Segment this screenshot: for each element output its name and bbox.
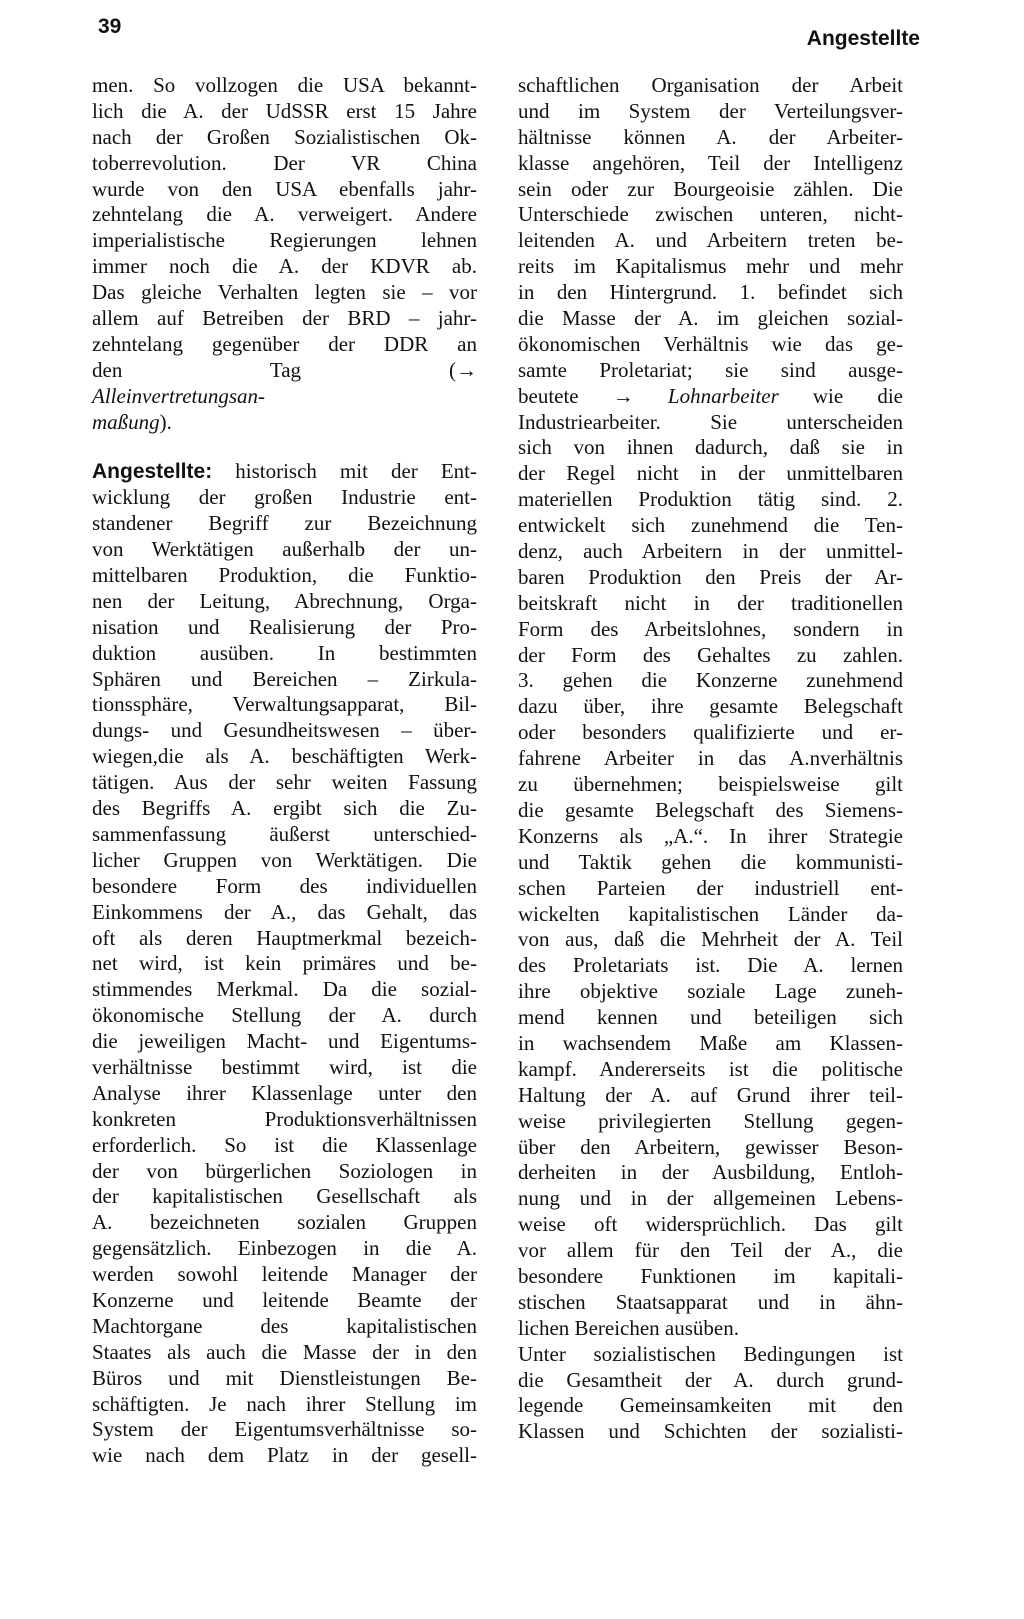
text-line: net wird, ist kein primäres und be- <box>92 951 477 976</box>
text-line: kampf. Andererseits ist die politische <box>518 1056 903 1081</box>
text-line: legende Gemeinsamkeiten mit den <box>518 1393 903 1418</box>
text-line: System der Eigentumsverhältnisse so- <box>92 1417 477 1442</box>
text-line: lichen Bereichen ausüben. <box>518 1315 739 1340</box>
text-line: hältnisse können A. der Arbeiter- <box>518 124 903 149</box>
text-line: immer noch die A. der KDVR ab. <box>92 254 477 279</box>
text-line <box>92 384 477 410</box>
text-line: Machtorgane des kapitalistischen <box>92 1313 477 1338</box>
text-line: werden sowohl leitende Manager der <box>92 1262 477 1287</box>
text-line: Analyse ihrer Klassenlage unter den <box>92 1080 477 1105</box>
text-line: entwickelt sich zunehmend die Ten- <box>518 513 903 538</box>
text-line: in wachsendem Maße am Klassen- <box>518 1030 903 1055</box>
text-line: reits im Kapitalismus mehr und mehr <box>518 254 903 279</box>
text-line: in den Hintergrund. 1. befindet sich <box>518 280 903 305</box>
text-line: die jeweiligen Macht- und Eigentums- <box>92 1029 477 1054</box>
text-line: des Begriffs A. ergibt sich die Zu- <box>92 796 477 821</box>
text-line: toberrevolution. Der VR China <box>92 150 477 175</box>
text-line: klasse angehören, Teil der Intelligenz <box>518 150 903 175</box>
text-line: den Tag (→ <box>92 357 477 382</box>
text-line: wie nach dem Platz in der gesell- <box>92 1443 477 1468</box>
text-line: nung und in der allgemeinen Lebens- <box>518 1186 903 1211</box>
text-line: schen Parteien der industriell ent- <box>518 875 903 900</box>
text-line: sein oder zur Bourgeoisie zählen. Die <box>518 176 903 201</box>
text-line: wiegen,die als A. beschäftigten Werk- <box>92 744 477 769</box>
cross-reference[interactable]: Lohnarbeiter <box>667 383 779 408</box>
text-line: samte Proletariat; sie sind ausge- <box>518 357 903 382</box>
text-line: sich von ihnen dadurch, daß sie in <box>518 435 903 460</box>
previous-entry-continuation <box>92 73 477 384</box>
text-line: Unterschiede zwischen unteren, nicht- <box>518 202 903 227</box>
text-line: men. So vollzogen die USA bekannt- <box>92 73 477 97</box>
entry-body-continued <box>518 73 903 384</box>
text-line <box>518 384 903 410</box>
text-fragment: wie die <box>812 383 903 408</box>
text-line: und im System der Verteilungsver- <box>518 98 903 123</box>
text-line: vor allem für den Teil der A., die <box>518 1238 903 1263</box>
text-line: Klassen und Schichten der sozialisti- <box>518 1419 903 1444</box>
text-line: die gesamte Belegschaft des Siemens- <box>518 797 903 822</box>
text-line: besondere Form des individuellen <box>92 873 477 898</box>
text-fragment: ). <box>159 409 172 434</box>
text-line: oft als deren Hauptmerkmal bezeich- <box>92 925 477 950</box>
text-line: sammenfassung äußerst unterschied- <box>92 821 477 846</box>
text-line: tionssphäre, Verwaltungsapparat, Bil- <box>92 692 477 717</box>
text-line: Unter sozialistischen Bedingungen ist <box>518 1341 903 1366</box>
left-column <box>92 73 477 1469</box>
text-line: des Proletariats ist. Die A. lernen <box>518 953 903 978</box>
text-line <box>92 410 477 436</box>
text-line: ökonomische Stellung der A. durch <box>92 1003 477 1028</box>
text-line: imperialistische Regierungen lehnen <box>92 228 477 253</box>
entry-headword: Angestellte: <box>92 460 213 484</box>
text-line: Haltung der A. auf Grund ihrer teil- <box>518 1082 903 1107</box>
cross-reference[interactable]: Alleinvertretungsan- <box>92 383 266 408</box>
text-line: verhältnisse bestimmt wird, ist die <box>92 1054 477 1079</box>
text-line: nach der Großen Sozialistischen Ok- <box>92 124 477 149</box>
text-line: schaftlichen Organisation der Arbeit <box>518 73 903 97</box>
entry-gap <box>92 435 477 459</box>
text-fragment: historisch mit der Ent- <box>212 459 477 484</box>
text-line: tätigen. Aus der sehr weiten Fassung <box>92 770 477 795</box>
text-line: leitenden A. und Arbeitern treten be- <box>518 228 903 253</box>
text-line: zehntelang gegenüber der DDR an <box>92 331 477 356</box>
text-line: nen der Leitung, Abrechnung, Orga- <box>92 588 477 613</box>
text-line: Sphären und Bereichen – Zirkula- <box>92 666 477 691</box>
text-line: Das gleiche Verhalten legten sie – vor <box>92 280 477 305</box>
text-line: Büros und mit Dienstleistungen Be- <box>92 1365 477 1390</box>
text-line: allem auf Betreiben der BRD – jahr- <box>92 306 477 331</box>
text-line: schäftigten. Je nach ihrer Stellung im <box>92 1391 477 1416</box>
text-line: erforderlich. So ist die Klassenlage <box>92 1132 477 1157</box>
text-line: Konzerns als „A.“. In ihrer Strategie <box>518 823 903 848</box>
text-line: konkreten Produktionsverhältnissen <box>92 1106 477 1131</box>
text-line: lich die A. der UdSSR erst 15 Jahre <box>92 98 477 123</box>
text-line: duktion ausüben. In bestimmten <box>92 640 477 665</box>
text-line: wicklung der großen Industrie ent- <box>92 485 477 510</box>
text-line: besondere Funktionen im kapitali- <box>518 1263 903 1288</box>
text-line: denz, auch Arbeitern in der unmittel- <box>518 539 903 564</box>
text-line: baren Produktion den Preis der Ar- <box>518 564 903 589</box>
text-line: derheiten in der Ausbildung, Entloh- <box>518 1160 903 1185</box>
text-line: Industriearbeiter. Sie unterscheiden <box>518 409 903 434</box>
text-line: die Gesamtheit der A. durch grund- <box>518 1367 903 1392</box>
dictionary-entry <box>92 459 477 1469</box>
text-fragment: beutete → <box>518 383 634 408</box>
text-line: stimmendes Merkmal. Da die sozial- <box>92 977 477 1002</box>
text-line: die Masse der A. im gleichen sozial- <box>518 306 903 331</box>
entry-first-line <box>92 459 477 485</box>
text-line: Form des Arbeitslohnes, sondern in <box>518 616 903 641</box>
entry-body-continued <box>518 410 903 1342</box>
text-line: A. bezeichneten sozialen Gruppen <box>92 1210 477 1235</box>
text-line: zehntelang die A. verweigert. Andere <box>92 202 477 227</box>
text-line: Konzerne und leitende Beamte der <box>92 1287 477 1312</box>
entry-paragraph-socialist <box>518 1342 903 1446</box>
text-line: von Werktätigen außerhalb der un- <box>92 537 477 562</box>
text-line: fahrene Arbeiter in das A.nverhältnis <box>518 746 903 771</box>
text-line: der kapitalistischen Gesellschaft als <box>92 1184 477 1209</box>
text-line: dungs- und Gesundheitswesen – über- <box>92 718 477 743</box>
text-line: der von bürgerlichen Soziologen in <box>92 1158 477 1183</box>
text-line: ökonomischen Verhältnis wie das ge- <box>518 331 903 356</box>
text-line: wurde von den USA ebenfalls jahr- <box>92 176 477 201</box>
text-line: und Taktik gehen die kommunisti- <box>518 849 903 874</box>
text-line: zu übernehmen; beispielsweise gilt <box>518 772 903 797</box>
page-number: 39 <box>98 15 122 38</box>
text-line: über den Arbeitern, gewisser Beson- <box>518 1134 903 1159</box>
text-line: mend kennen und beteiligen sich <box>518 1005 903 1030</box>
text-line: Einkommens der A., das Gehalt, das <box>92 899 477 924</box>
text-line: nisation und Realisierung der Pro- <box>92 614 477 639</box>
text-line: mittelbaren Produktion, die Funktio- <box>92 563 477 588</box>
cross-reference[interactable]: maßung <box>92 409 160 434</box>
text-line: der Form des Gehaltes zu zahlen. <box>518 642 903 667</box>
right-column <box>518 73 903 1445</box>
text-line: stischen Staatsapparat und in ähn- <box>518 1289 903 1314</box>
text-line: standener Begriff zur Bezeichnung <box>92 511 477 536</box>
text-line: gegensätzlich. Einbezogen in die A. <box>92 1236 477 1261</box>
text-line: der Regel nicht in der unmittelbaren <box>518 461 903 486</box>
text-line: beitskraft nicht in der traditionellen <box>518 590 903 615</box>
text-line: oder besonders qualifizierte und er- <box>518 720 903 745</box>
text-line: Staates als auch die Masse der in den <box>92 1339 477 1364</box>
entry-body <box>92 485 477 1469</box>
text-line: ihre objektive soziale Lage zuneh- <box>518 979 903 1004</box>
text-line: dazu über, ihre gesamte Belegschaft <box>518 694 903 719</box>
running-head: Angestellte <box>806 27 920 50</box>
text-line: licher Gruppen von Werktätigen. Die <box>92 847 477 872</box>
text-line: von aus, daß die Mehrheit der A. Teil <box>518 927 903 952</box>
text-line: weise oft widersprüchlich. Das gilt <box>518 1212 903 1237</box>
text-line: weise privilegierten Stellung gegen- <box>518 1108 903 1133</box>
text-line: materiellen Produktion tätig sind. 2. <box>518 487 903 512</box>
text-line: wickelten kapitalistischen Länder da- <box>518 901 903 926</box>
text-line: 3. gehen die Konzerne zunehmend <box>518 668 903 693</box>
